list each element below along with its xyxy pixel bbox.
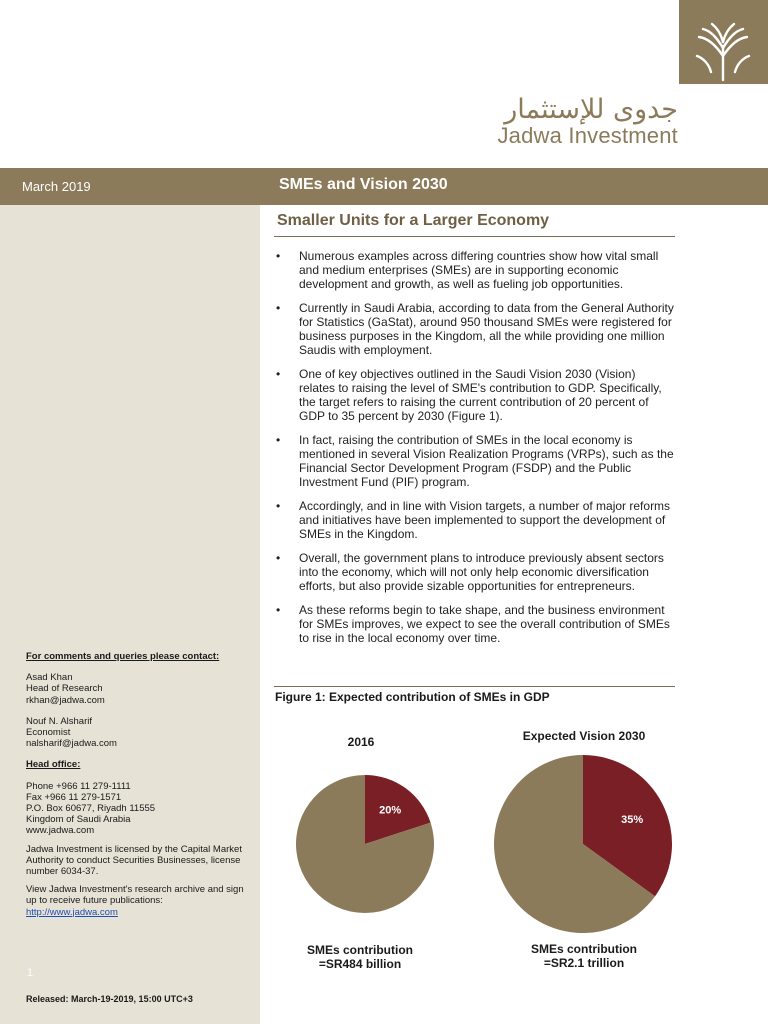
archive-note: View Jadwa Investment's research archive and sign up to receive future publications:: [26, 884, 244, 907]
pie-slice-label: 35%: [621, 813, 644, 826]
office-country: Kingdom of Saudi Arabia: [26, 814, 131, 826]
pie-2016-caption-line2: =SR484 billion: [318, 957, 402, 971]
office-po-box: P.O. Box 60677, Riyadh 11555: [26, 803, 156, 815]
report-subtitle: Smaller Units for a Larger Economy: [277, 212, 550, 229]
release-timestamp: Released: March-19-2019, 15:00 UTC+3: [26, 994, 193, 1004]
brand-arabic-name: جدوى للإستثمار: [504, 94, 678, 125]
bullet-point: • Numerous examples across differing countries show how vital small and medium enterprises (SMEs) are in supporting economic development and growth, as well as fueling job opportunities.: [274, 249, 674, 291]
contact-block: [26, 651, 251, 918]
contact-email[interactable]: nalsharif@jadwa.com: [26, 738, 117, 750]
office-website[interactable]: www.jadwa.com: [26, 825, 95, 837]
pie-2016-caption-line1: SMEs contribution: [307, 943, 413, 957]
contact-heading: For comments and queries please contact:: [26, 651, 220, 662]
report-date: March 2019: [22, 179, 91, 194]
bullet-point: • In fact, raising the contribution of SMEs in the local economy is mentioned in several Vision Realization Programs (VRPs), such as the Financial Sector Development Program (FSDP) and the Public Investment Fund (PIF) program.: [274, 433, 674, 489]
bullet-point: • One of key objectives outlined in the Saudi Vision 2030 (Vision) relates to raising the level of SME's contribution to GDP. Specifically, the target refers to raising the current contribution of 20 percent of GDP to 35 percent by 2030 (Figure 1).: [274, 367, 674, 423]
contact-title: Head of Research: [26, 683, 103, 695]
subtitle-divider: [274, 236, 675, 237]
head-office-heading: Head office:: [26, 759, 81, 771]
archive-link[interactable]: http://www.jadwa.com: [26, 906, 118, 918]
contact-name: Nouf N. Alsharif: [26, 715, 92, 727]
office-fax: Fax +966 11 279-1571: [26, 791, 122, 803]
key-points-list: [274, 249, 674, 655]
bullet-point: • As these reforms begin to take shape, and the business environment for SMEs improves, we expect to see the overall contribution of SMEs to rise in the local economy over time.: [274, 603, 674, 645]
contact-email[interactable]: rkhan@jadwa.com: [26, 694, 105, 706]
office-phone: Phone +966 11 279-1111: [26, 780, 131, 792]
bullet-point: • Currently in Saudi Arabia, according to data from the General Authority for Statistics (GaStat), around 950 thousand SMEs were registered for business purposes in the Kingdom, all the while providing one million Saudis with employment.: [274, 301, 674, 357]
pie-2030-caption: [494, 942, 674, 970]
bullet-point: • Overall, the government plans to introduce previously absent sectors into the economy, which will not only help economic diversification efforts, but also provide sizable opportunities for entrepreneurs.: [274, 551, 674, 593]
contact-title: Economist: [26, 727, 71, 739]
wheat-sprout-icon: [679, 0, 768, 84]
report-title: SMEs and Vision 2030: [279, 176, 448, 193]
pie-2030-caption-line1: SMEs contribution: [531, 942, 637, 956]
logo-emblem: [679, 0, 768, 84]
brand-english-name: Jadwa Investment: [497, 123, 678, 148]
pie-2016-title: 2016: [347, 735, 375, 749]
title-banner: [0, 168, 768, 205]
figure-divider: [274, 686, 675, 687]
pie-2016-caption: [270, 943, 450, 971]
pie-2030-title: Expected Vision 2030: [522, 729, 646, 743]
pie-2030-caption-line2: =SR2.1 trillion: [543, 956, 625, 970]
license-note: Jadwa Investment is licensed by the Capital Market Authority to conduct Securities Businesses, license number 6034-37.: [26, 843, 242, 878]
page-number: 1: [27, 967, 34, 979]
pie-slice-label: 20%: [379, 804, 402, 817]
bullet-point: • Accordingly, and in line with Vision targets, a number of major reforms and initiatives have been implemented to support the development of SMEs in the Kingdom.: [274, 499, 674, 541]
figure-title: Figure 1: Expected contribution of SMEs in GDP: [275, 690, 550, 704]
contact-name: Asad Khan: [26, 672, 73, 684]
pie-chart-2030: [492, 758, 674, 930]
pie-chart-2016: [294, 777, 436, 911]
